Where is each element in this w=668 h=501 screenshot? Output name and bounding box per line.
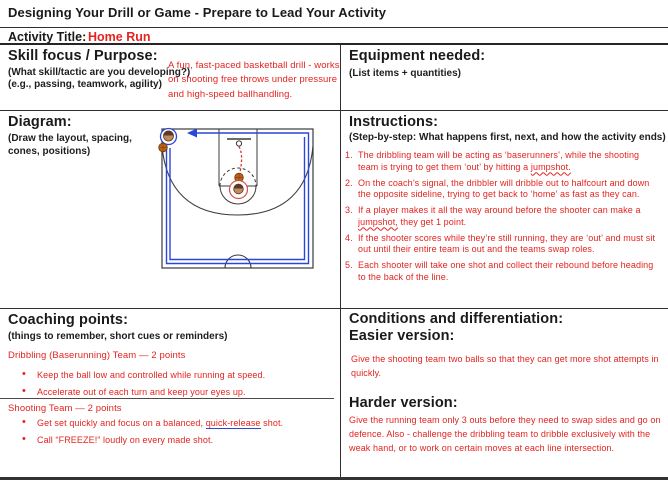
coaching-hint: (things to remember, short cues or reminders) (8, 331, 228, 342)
row-divider-1 (0, 110, 668, 111)
easier-text-line: quickly. (351, 368, 382, 378)
basketball-court-diagram-icon (150, 118, 320, 278)
shooting-team-title: Shooting Team — 2 points (8, 403, 122, 414)
step-text-part: they get 1 point. (397, 216, 467, 227)
page-title: Designing Your Drill or Game - Prepare to Lead Your Activity (8, 5, 387, 20)
instruction-step (345, 233, 662, 256)
step-text (358, 260, 662, 283)
bullet-text-part: Get set quickly and focus on a balanced, (37, 418, 206, 428)
instruction-step (345, 205, 662, 228)
step-text-part: Each shooter will take one shot and collect their rebound before heading to the back of the line. (358, 260, 654, 282)
rim (236, 141, 241, 146)
shooting-team-bullets (8, 417, 328, 450)
step-text (358, 178, 662, 201)
coaching-heading: Coaching points: (8, 312, 129, 328)
underlined-phrase: quick-release (205, 418, 261, 428)
misspelled-word: jumpshot, (358, 216, 398, 227)
diagram-hint: (Draw the layout, spacing, cones, positions) (8, 133, 132, 157)
skill-focus-hint-2: (e.g., passing, teamwork, agility) (8, 79, 162, 90)
harder-version-text: Give the running team only 3 outs before they need to swap sides and go on defence. Also - challenge the dribbling team to dribble exclusively with the weak hand, or to work on certain moves at each line intersection. (349, 415, 661, 453)
instructions-heading: Instructions: (349, 114, 439, 130)
half-court-circle (225, 255, 251, 268)
activity-title-label: Activity Title: (8, 30, 87, 44)
harder-version-heading: Harder version: (349, 395, 458, 411)
instructions-hint: (Step-by-step: What happens first, next, and how the activity ends) (349, 132, 666, 143)
step-text-part: The dribbling team will be acting as ‘baserunners’, while the shooting team is trying to get them ‘out’ by hitting a (358, 150, 640, 172)
easier-text-line: Give the shooting team two balls so that they can get more shot attempts in (351, 354, 659, 364)
skill-focus-hint-1: (What skill/tactic are you developing?) (8, 67, 191, 78)
skill-focus-answer: A fun, fast-paced basketball drill - works on shooting free throws under pressure and high-speed ballhandling. (168, 60, 340, 100)
step-text (358, 233, 662, 256)
coaching-section-divider (0, 398, 334, 399)
step-text (358, 150, 662, 173)
dribbling-team-title: Dribbling (Baserunning) Team — 2 points (8, 350, 186, 361)
run-path-arrow-icon (187, 129, 197, 138)
step-number (345, 178, 358, 201)
instruction-step (345, 150, 662, 173)
step-number (345, 233, 358, 256)
skill-focus-heading: Skill focus / Purpose: (8, 48, 158, 64)
coaching-bullet: • Accelerate out of each turn and keep your eyes up. (8, 386, 328, 399)
step-text-part: If the shooter scores while they’re still running, they are ‘out’ and must sit out until their entire team is out and the teams swap roles. (358, 232, 656, 254)
equipment-heading: Equipment needed: (349, 48, 486, 64)
step-number (345, 150, 358, 173)
step-text-part: If a player makes it all the way around before the shooter can make a (358, 205, 641, 215)
divider-under-title (0, 27, 668, 28)
instruction-step (345, 260, 662, 283)
coaching-bullet (8, 417, 328, 430)
table-bottom-border (0, 477, 668, 480)
instruction-step (345, 178, 662, 201)
equipment-hint: (List items + quantities) (349, 68, 461, 79)
conditions-heading: Conditions and differentiation: (349, 311, 564, 327)
diagram-heading: Diagram: (8, 114, 72, 130)
instructions-list (345, 150, 662, 288)
coaching-bullet: • Call “FREEZE!” loudly on every made shot. (8, 434, 328, 447)
step-text-part: On the coach’s signal, the dribbler will dribble out to halfcourt and down the opposite sideline, trying to get back to ‘home’ as fast as they can. (358, 177, 650, 199)
coaching-bullet: • Keep the ball low and controlled while running at speed. (8, 369, 328, 382)
row-divider-2 (0, 308, 668, 309)
activity-title-value: Home Run (88, 30, 151, 44)
bullet-text-part: shot. (260, 418, 284, 428)
easier-version-heading: Easier version: (349, 328, 455, 344)
step-text (358, 205, 662, 228)
step-number (345, 205, 358, 228)
divider-thick (0, 43, 668, 45)
misspelled-word: jumpshot. (530, 161, 571, 172)
easier-version-text (351, 352, 659, 380)
step-number (345, 260, 358, 283)
